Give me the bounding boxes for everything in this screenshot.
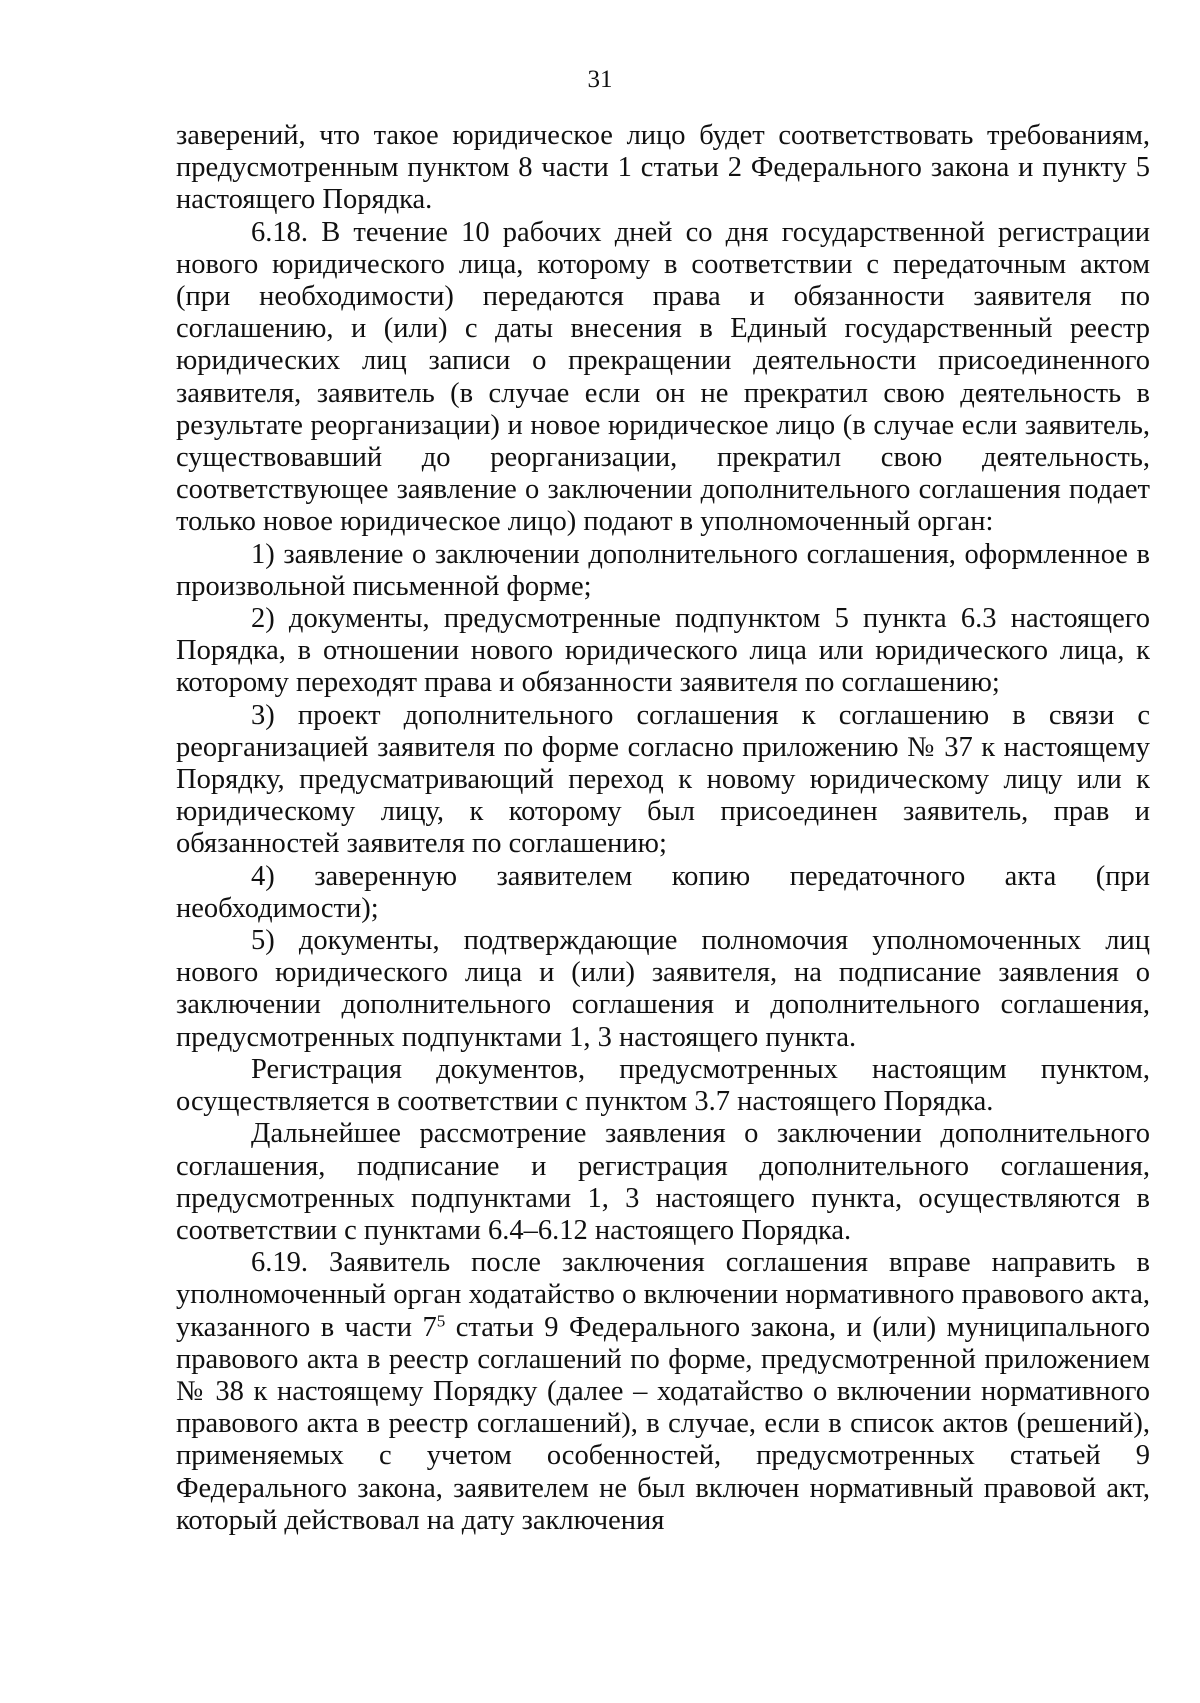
list-item-4: 4) заверенную заявителем копию передаточного акта (при необходимости); [176, 860, 1150, 924]
paragraph-continuation: заверений, что такое юридическое лицо будет соответствовать требованиям, предусмотренным пунктом 8 части 1 статьи 2 Федерального закона и пункту 5 настоящего Порядка. [176, 120, 1150, 216]
paragraph-registration: Регистрация документов, предусмотренных настоящим пунктом, осуществляется в соответствии с пунктом 3.7 настоящего Порядка. [176, 1053, 1150, 1118]
paragraph-6-19-start: 6.19. Заявитель после заключения соглашения вправе направить в уполномоченный орган ходатайство о включении нормативного правового акта, указанного в части 7 [176, 1247, 1150, 1343]
paragraph-6-19 [176, 1247, 1150, 1537]
paragraph-6-18: 6.18. В течение 10 рабочих дней со дня государственной регистрации нового юридического лица, которому в соответствии с передаточным актом (при необходимости) передаются права и обязанности заявителя по соглашению, и (или) с даты внесения в Единый государственный реестр юридических лиц записи о прекращении деятельности присоединенного заявителя, заявитель (в случае если он не прекратил свою деятельность в результате реорганизации) и новое юридическое лицо (в случае если заявитель, существовавший до реорганизации, прекратил свою деятельность, соответствующее заявление о заключении дополнительного соглашения подает только новое юридическое лицо) подают в уполномоченный орган: [176, 216, 1150, 538]
list-item-1: 1) заявление о заключении дополнительного соглашения, оформленное в произвольной письменной форме; [176, 538, 1150, 602]
paragraph-further-review: Дальнейшее рассмотрение заявления о заключении дополнительного соглашения, подписание и регистрация дополнительного соглашения, предусмотренных подпунктами 1, 3 настоящего пункта, осуществляются в соответствии с пунктами 6.4–6.12 настоящего Порядка. [176, 1118, 1150, 1246]
page-number: 31 [587, 66, 613, 93]
list-item-3: 3) проект дополнительного соглашения к соглашению в связи с реорганизацией заявителя по форме согласно приложению № 37 к настоящему Порядку, предусматривающий переход к новому юридическому лицу или к юридическому лицу, к которому был присоединен заявитель, прав и обязанностей заявителя по соглашению; [176, 699, 1150, 860]
superscript-index: 5 [436, 1311, 446, 1331]
paragraph-6-19-end: статьи 9 Федерального закона, и (или) муниципального правового акта в реестр соглашений по форме, предусмотренной приложением № 38 к настоящему Порядку (далее – ходатайство о включении нормативного правового акта в реестр соглашений), в случае, если в список актов (решений), применяемых с учетом особенностей, предусмотренных статьей 9 Федерального закона, заявителем не был включен нормативный правовой акт, который действовал на дату заключения [176, 1311, 1150, 1536]
document-body [176, 120, 1150, 1537]
list-item-2: 2) документы, предусмотренные подпунктом 5 пункта 6.3 настоящего Порядка, в отношении нового юридического лица или юридического лица, к которому переходят права и обязанности заявителя по соглашению; [176, 603, 1150, 699]
list-item-5: 5) документы, подтверждающие полномочия уполномоченных лиц нового юридического лица и (или) заявителя, на подписание заявления о заключении дополнительного соглашения и дополнительного соглашения, предусмотренных подпунктами 1, 3 настоящего пункта. [176, 925, 1150, 1053]
